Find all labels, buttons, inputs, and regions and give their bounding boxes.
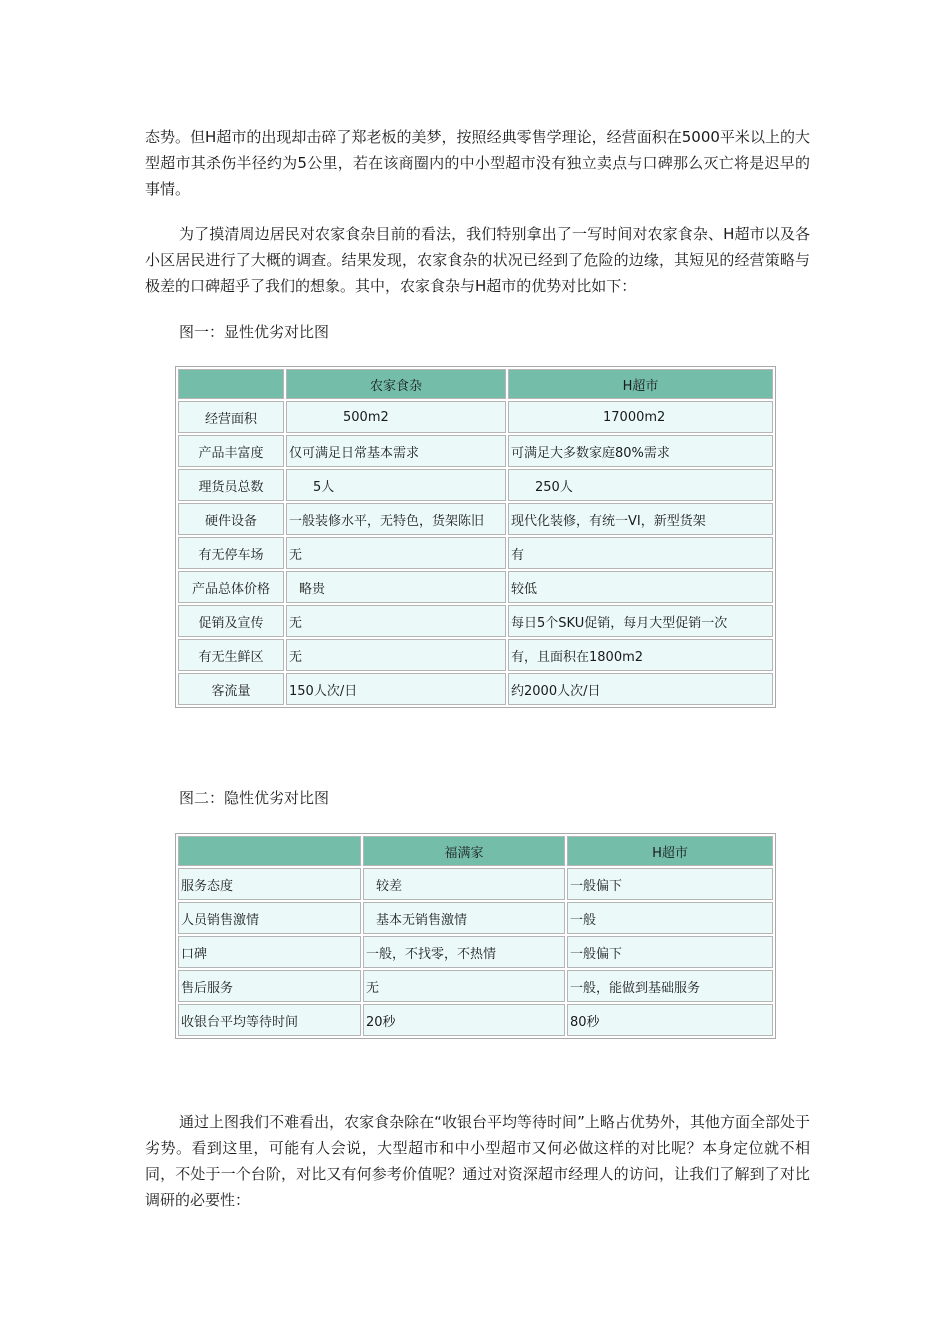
table-row xyxy=(178,537,773,569)
row-label: 客流量 xyxy=(178,673,284,705)
table-cell: 仅可满足日常基本需求 xyxy=(286,435,506,467)
table-cell: 一般偏下 xyxy=(567,868,773,900)
table-row xyxy=(178,435,773,467)
table-cell: 无 xyxy=(286,639,506,671)
table-cell: 一般，不找零，不热情 xyxy=(363,936,565,968)
row-label: 服务态度 xyxy=(178,868,361,900)
header-cell: 农家食杂 xyxy=(286,369,506,399)
header-cell: H超市 xyxy=(508,369,773,399)
row-label: 收银台平均等待时间 xyxy=(178,1004,361,1036)
table-row xyxy=(178,503,773,535)
row-label: 产品总体价格 xyxy=(178,571,284,603)
table-row xyxy=(178,673,773,705)
row-label: 理货员总数 xyxy=(178,469,284,501)
paragraph-1: 态势。但H超市的出现却击碎了郑老板的美梦，按照经典零售学理论，经营面积在5000平米以上的大型超市其杀伤半径约为5公里，若在该商圈内的中小型超市没有独立卖点与口碑那么灭亡将是迟早的事情。 xyxy=(145,128,810,198)
table-cell: 约2000人次/日 xyxy=(508,673,773,705)
figure-2-caption: 图二：隐性优劣对比图 xyxy=(179,789,330,807)
figure-1-caption: 图一：显性优劣对比图 xyxy=(179,323,330,341)
table-row xyxy=(178,401,773,433)
table-row xyxy=(178,868,773,900)
table-cell: 可满足大多数家庭80%需求 xyxy=(508,435,773,467)
table-cell: 无 xyxy=(363,970,565,1002)
table-cell: 较低 xyxy=(508,571,773,603)
implicit-comparison-table xyxy=(175,833,776,1039)
table-header-row xyxy=(178,369,773,399)
paragraph-2: 为了摸清周边居民对农家食杂目前的看法，我们特别拿出了一写时间对农家食杂、H超市以及各小区居民进行了大概的调查。结果发现，农家食杂的状况已经到了危险的边缘，其短见的经营策略与极差的口碑超乎了我们的想象。其中，农家食杂与H超市的优势对比如下： xyxy=(145,225,810,295)
table-cell: 500m2 xyxy=(286,401,506,433)
row-label: 有无停车场 xyxy=(178,537,284,569)
table-row xyxy=(178,1004,773,1036)
header-cell: 福满家 xyxy=(363,836,565,866)
table-row xyxy=(178,970,773,1002)
row-label: 人员销售激情 xyxy=(178,902,361,934)
table-cell: 一般偏下 xyxy=(567,936,773,968)
table-header-row xyxy=(178,836,773,866)
table-cell: 无 xyxy=(286,537,506,569)
table-cell: 80秒 xyxy=(567,1004,773,1036)
table-row xyxy=(178,936,773,968)
row-label: 售后服务 xyxy=(178,970,361,1002)
table-row xyxy=(178,469,773,501)
row-label: 经营面积 xyxy=(178,401,284,433)
table-row xyxy=(178,902,773,934)
table-cell: 无 xyxy=(286,605,506,637)
table-cell: 17000m2 xyxy=(508,401,773,433)
table-cell: 基本无销售激情 xyxy=(363,902,565,934)
header-cell: H超市 xyxy=(567,836,773,866)
table-cell: 250人 xyxy=(508,469,773,501)
table-cell: 现代化装修，有统一VI，新型货架 xyxy=(508,503,773,535)
table-cell: 略贵 xyxy=(286,571,506,603)
row-label: 硬件设备 xyxy=(178,503,284,535)
explicit-comparison-table xyxy=(175,366,776,708)
paragraph-3: 通过上图我们不难看出，农家食杂除在“收银台平均等待时间”上略占优势外，其他方面全部处于劣势。看到这里，可能有人会说，大型超市和中小型超市又何必做这样的对比呢？本身定位就不相同，不处于一个台阶，对比又有何参考价值呢？通过对资深超市经理人的访问，让我们了解到了对比调研的必要性： xyxy=(145,1113,810,1209)
row-label: 产品丰富度 xyxy=(178,435,284,467)
row-label: 口碑 xyxy=(178,936,361,968)
table-cell: 较差 xyxy=(363,868,565,900)
table-cell: 一般 xyxy=(567,902,773,934)
table-cell: 20秒 xyxy=(363,1004,565,1036)
table-row xyxy=(178,639,773,671)
header-cell xyxy=(178,836,361,866)
table-cell: 150人次/日 xyxy=(286,673,506,705)
table-row xyxy=(178,605,773,637)
row-label: 有无生鲜区 xyxy=(178,639,284,671)
table-row xyxy=(178,571,773,603)
table-cell: 有 xyxy=(508,537,773,569)
table-cell: 一般装修水平，无特色，货架陈旧 xyxy=(286,503,506,535)
table-cell: 5人 xyxy=(286,469,506,501)
table-cell: 一般，能做到基础服务 xyxy=(567,970,773,1002)
row-label: 促销及宣传 xyxy=(178,605,284,637)
table-cell: 每日5个SKU促销，每月大型促销一次 xyxy=(508,605,773,637)
table-cell: 有，且面积在1800m2 xyxy=(508,639,773,671)
header-cell xyxy=(178,369,284,399)
